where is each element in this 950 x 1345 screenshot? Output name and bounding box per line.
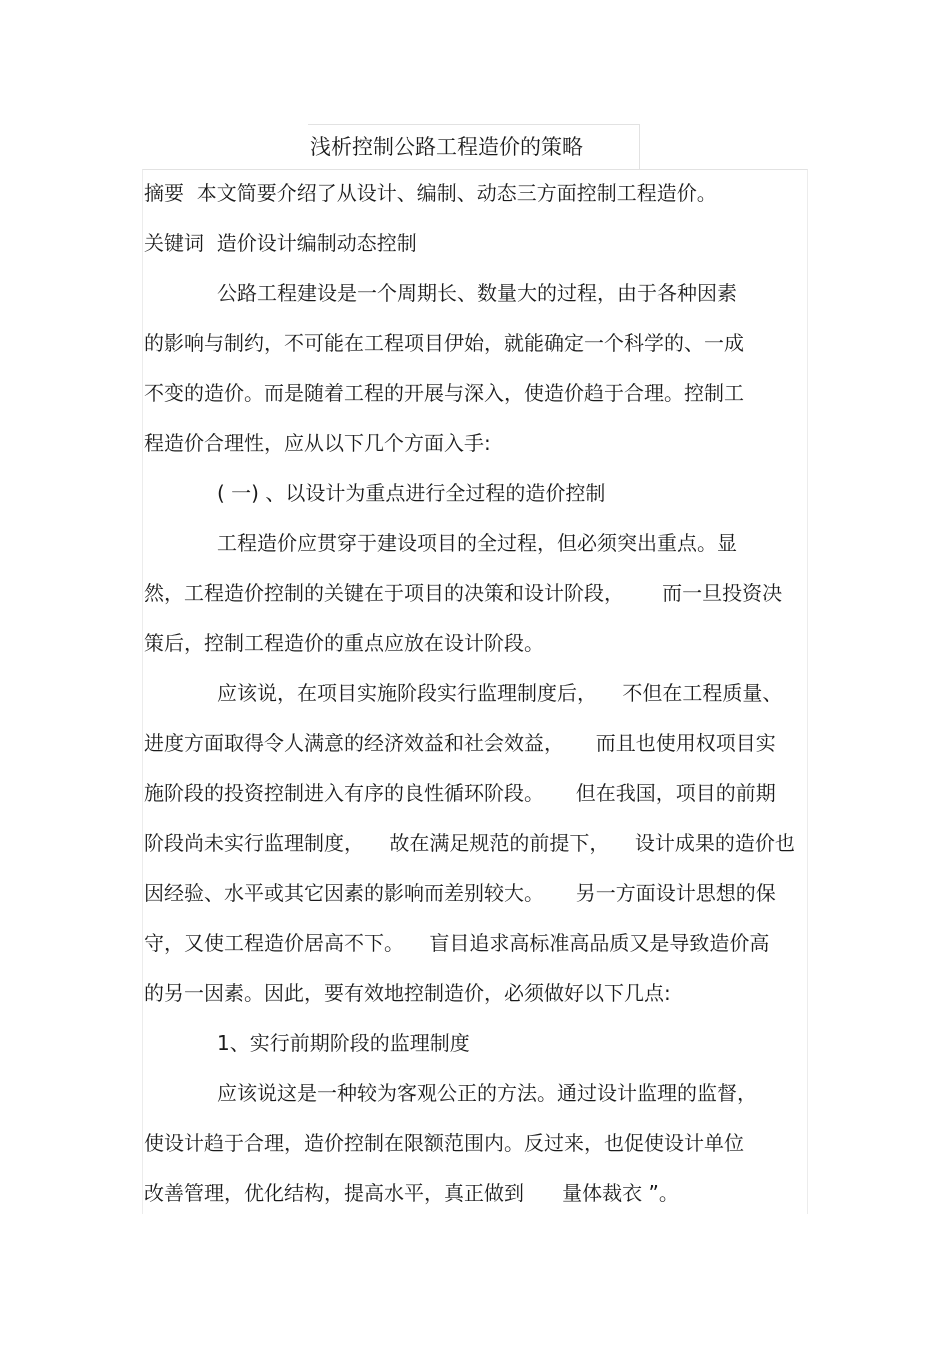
paragraph-4-line-1: 应该说这是一种较为客观公正的方法。通过设计监理的监督， xyxy=(217,1081,757,1105)
keywords: 关键词 造价设计编制动态控制 xyxy=(144,231,417,255)
list-item-heading-1: 1、实行前期阶段的监理制度 xyxy=(217,1031,470,1055)
document-title: 浅析控制公路工程造价的策略 xyxy=(310,135,583,159)
paragraph-2-line-1: 工程造价应贯穿于建设项目的全过程，但必须突出重点。显 xyxy=(217,531,737,555)
paragraph-1-line-2: 的影响与制约，不可能在工程项目伊始，就能确定一个科学的、一成 xyxy=(144,331,744,355)
paragraph-4-line-2: 使设计趋于合理，造价控制在限额范围内。反过来，也促使设计单位 xyxy=(144,1131,744,1155)
abstract: 摘要 本文简要介绍了从设计、编制、动态三方面控制工程造价。 xyxy=(144,181,717,205)
paragraph-3-line-3: 施阶段的投资控制进入有序的良性循环阶段。 但在我国，项目的前期 xyxy=(144,781,776,805)
paragraph-2-line-3: 策后，控制工程造价的重点应放在设计阶段。 xyxy=(144,631,544,655)
paragraph-4-line-3: 改善管理，优化结构，提高水平，真正做到 量体裁衣 ”。 xyxy=(144,1181,679,1205)
paragraph-3-line-5: 因经验、水平或其它因素的影响而差别较大。 另一方面设计思想的保 xyxy=(144,881,776,905)
paragraph-3-line-1: 应该说，在项目实施阶段实行监理制度后， 不但在工程质量、 xyxy=(217,681,783,705)
paragraph-3-line-6: 守，又使工程造价居高不下。 盲目追求高标准高品质又是导致造价高 xyxy=(144,931,770,955)
paragraph-3-line-4: 阶段尚未实行监理制度， 故在满足规范的前提下， 设计成果的造价也 xyxy=(144,831,795,855)
paragraph-1-line-4: 程造价合理性，应从以下几个方面入手: xyxy=(144,431,491,455)
paragraph-3-line-7: 的另一因素。因此，要有效地控制造价，必须做好以下几点: xyxy=(144,981,671,1005)
paragraph-1-line-1: 公路工程建设是一个周期长、数量大的过程，由于各种因素 xyxy=(217,281,737,305)
paragraph-2-line-2: 然，工程造价控制的关键在于项目的决策和设计阶段， 而一旦投资决 xyxy=(144,581,783,605)
section-heading-1: ( 一) 、以设计为重点进行全过程的造价控制 xyxy=(217,481,606,505)
paragraph-3-line-2: 进度方面取得令人满意的经济效益和社会效益， 而且也使用权项目实 xyxy=(144,731,776,755)
paragraph-1-line-3: 不变的造价。而是随着工程的开展与深入，使造价趋于合理。控制工 xyxy=(144,381,744,405)
